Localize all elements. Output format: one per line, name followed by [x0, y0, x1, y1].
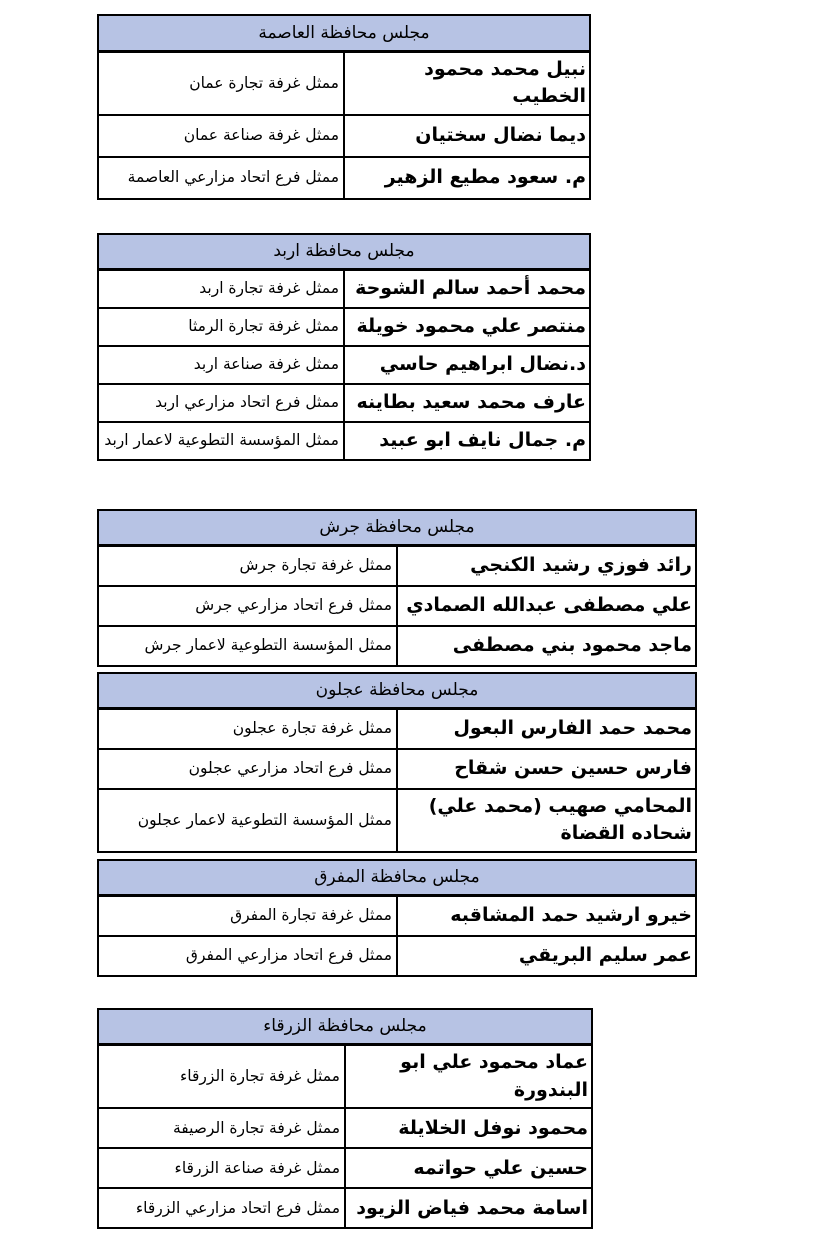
- member-role: ممثل غرفة تجارة جرش: [98, 546, 397, 586]
- council-table: [97, 509, 697, 667]
- member-name: د.نضال ابراهيم حاسي: [344, 346, 590, 384]
- member-role: ممثل غرفة صناعة الزرقاء: [98, 1148, 345, 1188]
- member-row: [98, 1108, 592, 1148]
- member-name: محمد أحمد سالم الشوحة: [344, 270, 590, 308]
- member-name: ماجد محمود بني مصطفى: [397, 626, 696, 666]
- council-table: [97, 672, 697, 853]
- member-name: فارس حسين حسن شقاح: [397, 749, 696, 789]
- member-role: ممثل غرفة صناعة اربد: [98, 346, 344, 384]
- member-role: ممثل فرع اتحاد مزارعي جرش: [98, 586, 397, 626]
- member-name: م. جمال نايف ابو عبيد: [344, 422, 590, 460]
- member-role: ممثل غرفة تجارة المفرق: [98, 896, 397, 936]
- member-role: ممثل فرع اتحاد مزارعي الزرقاء: [98, 1188, 345, 1228]
- council-table: [97, 14, 591, 200]
- council-header-row: [98, 673, 696, 709]
- member-row: [98, 51, 590, 115]
- council-header-row: [98, 1009, 592, 1045]
- member-name: محمود نوفل الخلايلة: [345, 1108, 592, 1148]
- member-row: [98, 626, 696, 666]
- member-name: م. سعود مطيع الزهير: [344, 157, 590, 199]
- member-role: ممثل غرفة تجارة الرمثا: [98, 308, 344, 346]
- member-row: [98, 157, 590, 199]
- member-name: حسين علي حواتمه: [345, 1148, 592, 1188]
- member-row: [98, 422, 590, 460]
- council-header-row: [98, 510, 696, 546]
- member-role: ممثل فرع اتحاد مزارعي العاصمة: [98, 157, 344, 199]
- member-name: خيرو ارشيد حمد المشاقبه: [397, 896, 696, 936]
- member-role: ممثل غرفة تجارة الزرقاء: [98, 1045, 345, 1109]
- member-row: [98, 1148, 592, 1188]
- member-row: [98, 586, 696, 626]
- member-name: محمد حمد الفارس البعول: [397, 709, 696, 749]
- member-role: ممثل غرفة تجارة عجلون: [98, 709, 397, 749]
- member-row: [98, 546, 696, 586]
- member-row: [98, 346, 590, 384]
- member-role: ممثل غرفة تجارة اربد: [98, 270, 344, 308]
- council-title: مجلس محافظة المفرق: [98, 860, 696, 896]
- council-title: مجلس محافظة عجلون: [98, 673, 696, 709]
- member-row: [98, 709, 696, 749]
- council-header-row: [98, 234, 590, 270]
- council-table: [97, 233, 591, 461]
- member-name: منتصر علي محمود خويلة: [344, 308, 590, 346]
- member-row: [98, 308, 590, 346]
- member-role: ممثل فرع اتحاد مزارعي المفرق: [98, 936, 397, 976]
- member-name: اسامة محمد فياض الزيود: [345, 1188, 592, 1228]
- member-role: ممثل فرع اتحاد مزارعي اربد: [98, 384, 344, 422]
- member-row: [98, 896, 696, 936]
- member-role: ممثل غرفة تجارة عمان: [98, 51, 344, 115]
- member-role: ممثل فرع اتحاد مزارعي عجلون: [98, 749, 397, 789]
- document-page: [0, 14, 828, 1229]
- council-table: [97, 1008, 593, 1230]
- council-header-row: [98, 860, 696, 896]
- member-name: عماد محمود علي ابو البندورة: [345, 1045, 592, 1109]
- council-title: مجلس محافظة جرش: [98, 510, 696, 546]
- member-role: ممثل المؤسسة التطوعية لاعمار اربد: [98, 422, 344, 460]
- member-row: [98, 749, 696, 789]
- member-row: [98, 1045, 592, 1109]
- member-role: ممثل غرفة تجارة الرصيفة: [98, 1108, 345, 1148]
- council-title: مجلس محافظة اربد: [98, 234, 590, 270]
- member-name: علي مصطفى عبدالله الصمادي: [397, 586, 696, 626]
- member-role: ممثل غرفة صناعة عمان: [98, 115, 344, 157]
- member-name: عارف محمد سعيد بطاينه: [344, 384, 590, 422]
- member-row: [98, 789, 696, 852]
- member-name: نبيل محمد محمود الخطيب: [344, 51, 590, 115]
- council-title: مجلس محافظة العاصمة: [98, 15, 590, 51]
- member-row: [98, 936, 696, 976]
- member-role: ممثل المؤسسة التطوعية لاعمار جرش: [98, 626, 397, 666]
- council-title: مجلس محافظة الزرقاء: [98, 1009, 592, 1045]
- member-name: المحامي صهيب (محمد علي) شحاده القضاة: [397, 789, 696, 852]
- member-row: [98, 1188, 592, 1228]
- council-table: [97, 859, 697, 977]
- member-row: [98, 270, 590, 308]
- member-name: رائد فوزي رشيد الكنجي: [397, 546, 696, 586]
- member-row: [98, 384, 590, 422]
- member-name: عمر سليم البريقي: [397, 936, 696, 976]
- member-role: ممثل المؤسسة التطوعية لاعمار عجلون: [98, 789, 397, 852]
- council-header-row: [98, 15, 590, 51]
- member-name: ديما نضال سختيان: [344, 115, 590, 157]
- member-row: [98, 115, 590, 157]
